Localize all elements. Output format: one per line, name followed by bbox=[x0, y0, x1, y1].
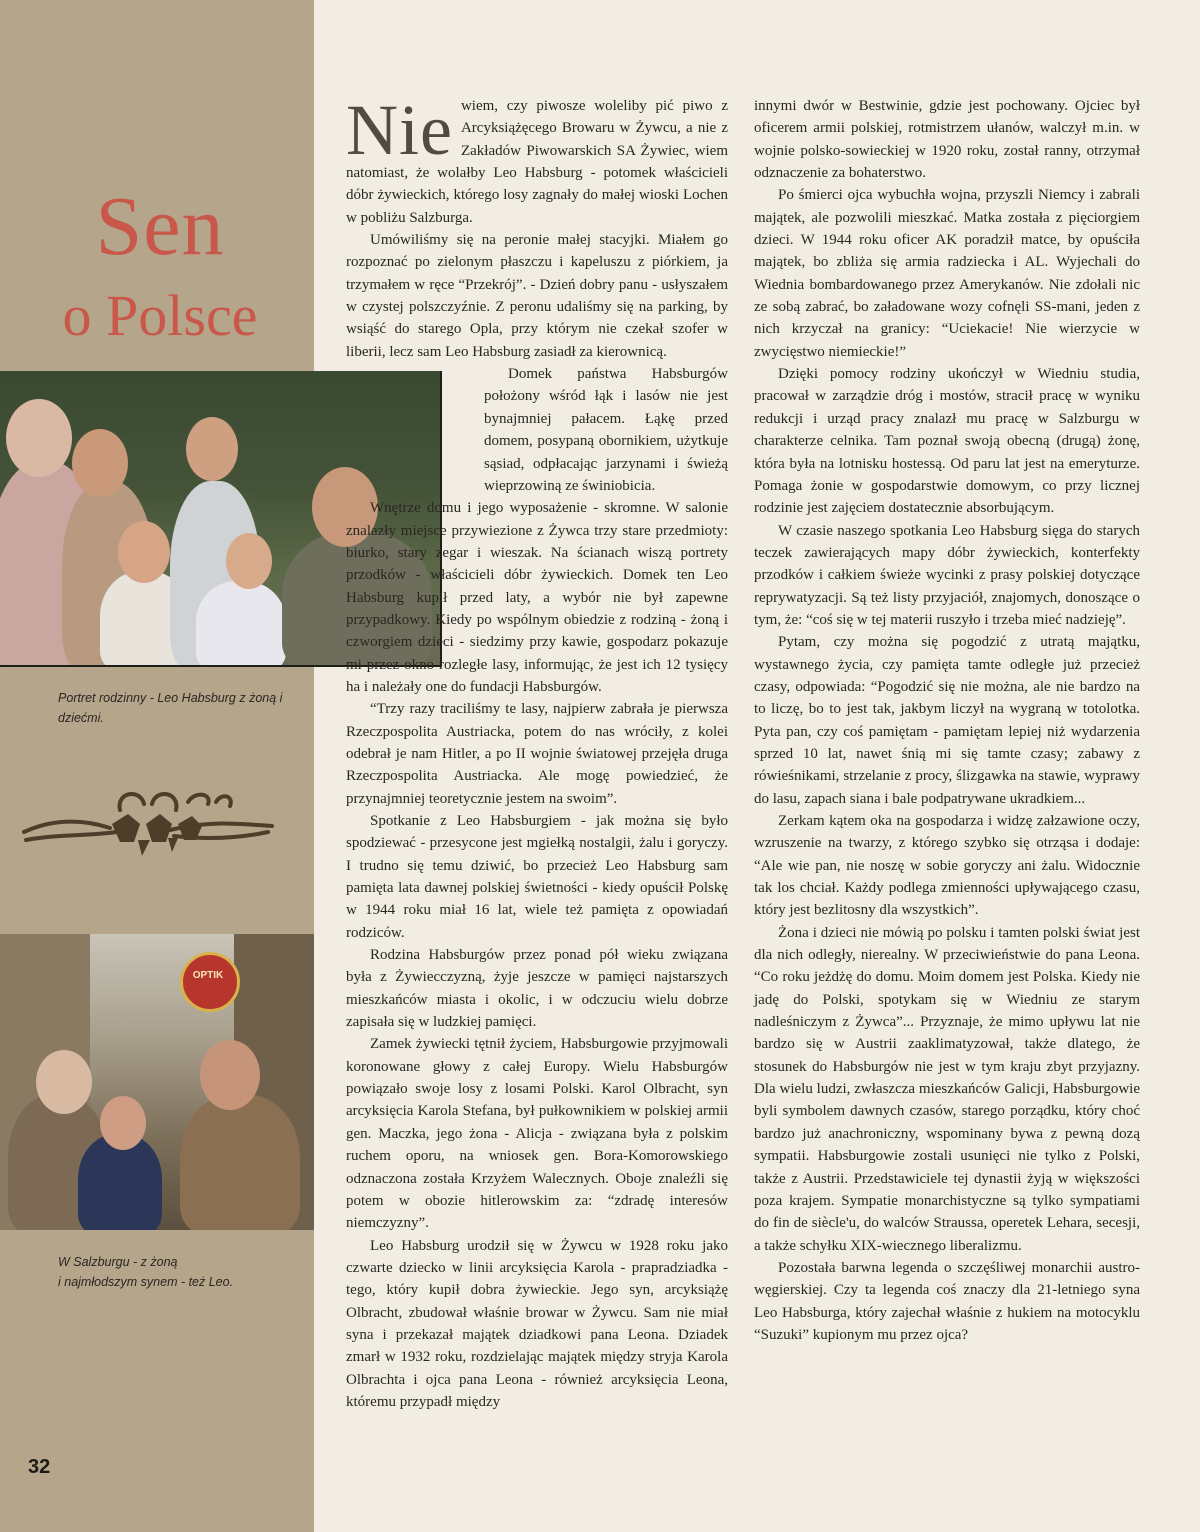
article-paragraph: innymi dwór w Bestwinie, gdzie jest pochowany. Ojciec był oficerem armii polskiej, rotmistrzem ułanów, walczył m.in. w wojnie polsko-sowieckiej w 1920 roku, został ranny, otrzymał odznaczenie za bohaterstwo. bbox=[754, 98, 1140, 182]
article-paragraph: Domek państwa Habsburgów położony wśród łąk i lasów nie jest bynajmniej pałacem. Łąkę przed domem, posypaną obornikiem, użytkuje sąsiad, odpłacając jarzynami i świeżą wieprzowiną ze świniobicia. bbox=[484, 366, 728, 494]
article-paragraph: Leo Habsburg urodził się w Żywcu w 1928 roku jako czwarte dziecko w linii arcyksięcia Karola - prapradziadka - tego, który kupił dobra żywieckie. Jego syn, arcyksiążę Olbracht, zbudował właśnie browar w Żywcu. Sam nie miał syna i przekazał majątek dziadkowi pana Leona. Dziadek zmarł w 1932 roku, rozdzielając majątek między stryja Karola Olbrachta i ojca pana Leona - również arcyksięcia Leona, któremu przypadł między bbox=[346, 1237, 728, 1410]
article-paragraph: Dzięki pomocy rodziny ukończył w Wiedniu studia, pracował w zarządzie dróg i mostów, stracił pracę w wyniku redukcji i urząd pracy znalazł mu pracę w Salzburgu w charakterze celnika. Tam poznał swoją obecną (drugą) żonę, która była na lotnisku hostessą. Od paru lat jest na emeryturze. Pomaga żonie w gospodarstwie domowym, co przy licznej rodzinie jest zajęciem dostatecznie absorbującym. bbox=[754, 366, 1140, 517]
optik-sign: OPTIK bbox=[192, 970, 224, 981]
article-paragraph: “Trzy razy traciliśmy te lasy, najpierw zabrała je pierwsza Rzeczpospolita Austriacka, potem do nas wróciły, z kolei odebrał je nam Hitler, a po II wojnie światowej przejęła druga Rzeczpospolita Austriacka. Ale mogę powiedzieć, że przynajmniej teoretycznie jestem na swoim”. bbox=[346, 701, 728, 807]
dropcap-word: Nie bbox=[346, 90, 453, 170]
headline-line-2: o Polsce bbox=[62, 283, 258, 348]
salzburg-photo-caption bbox=[58, 1252, 308, 1292]
article-paragraph bbox=[346, 90, 728, 229]
salzburg-caption-line-2: i najmłodszym synem - też Leo. bbox=[58, 1275, 234, 1289]
article-paragraph: Pytam, czy można się pogodzić z utratą majątku, wystawnego życia, czy pamięta tamte odległe już przecież czasy, odpowiada: “Pogodzić się nie można, ale nie bardzo na to liczę, bo to jest tak, jakbym liczył na wygraną w totolotka. Pyta pan, czy coś pamiętam - pamiętam lepiej niż wydarzenia sprzed 10 lat, nawet śnią mi się tamte czasy; zabawy z rówieśnikami, strzelanie z procy, ślizgawka na stawie, wyprawy do lasu, zapach siana i bale podpatrywane ukradkiem... bbox=[754, 634, 1140, 807]
article-paragraph: Rodzina Habsburgów przez ponad pół wieku związana była z Żywiecczyzną, żyje jeszcze w pamięci najstarszych mieszkańców miasta i okolic, i w odczuciu wielu dobrze zapisała się w ludzkiej pamięci. bbox=[346, 947, 728, 1031]
article-paragraph: Zamek żywiecki tętnił życiem, Habsburgowie przyjmowali koronowane głowy z całej Europy. Wielu Habsburgów powiązało swoje losy z losami Polski. Karol Olbracht, syn arcyksięcia Karola Stefana, był pułkownikiem w polskiej armii gen. Maczka, jego żona - Alicja - związana była z polskim ruchem oporu, na wniosek gen. Bora-Komorowskiego odznaczona została Krzyżem Walecznych. Oboje znaleźli się potem w obozie hitlerowskim za: “zdradę interesów niemczyzny”. bbox=[346, 1036, 728, 1232]
headline-line-1: Sen bbox=[95, 180, 225, 273]
article-paragraph: Żona i dzieci nie mówią po polsku i tamten polski świat jest dla nich odległy, nierealny. W przeciwieństwie do pana Leona. “Co roku jeżdżę do domu. Moim domem jest Polska. Kiedy nie jadę do Polski, spotykam się w Wiedniu ze starym nadleśniczym z Żywca”... Przyznaje, że mimo upływu lat nie bardzo się w Austrii zaaklimatyzował, także dlatego, że stosunek do Habsburgów nie jest w tym kraju zbyt przyjazny. Dla wielu ludzi, zwłaszcza mieszkańców Galicji, Habsburgowie byli symbolem dawnych czasów, starego porządku, który choć bardzo już anachroniczny, wspominany bywa z pewną dozą sympatii. Habsburgowie zostali usunięci nie tylko z Polski, także z Austrii. Przedstawiciele tej dynastii żyją w większości poza krajem. Sympatie monarchistyczne są tylko sympatiami do fin de siècle'u, do walców Straussa, operetek Lehara, secesji, a także schyłku XIX-wiecznego liberalizmu. bbox=[754, 924, 1140, 1254]
salzburg-street-photo bbox=[0, 934, 314, 1230]
article-paragraph: Wnętrze domu i jego wyposażenie - skromne. W salonie znalazły miejsce przywiezione z Żywca trzy stare przedmioty: biurko, stary zegar i wieszak. Na ścianach wiszą portrety przodków - właścicieli dóbr żywieckich. Domek ten Leo Habsburg kupił przed laty, a wybór nie był zapewne przypadkowy. Kiedy po wspólnym obiedzie z rodziną - żoną i czworgiem dzieci - siedzimy przy kawie, gospodarz pokazuje mi przez okno rozległe lasy, informując, że jest ich 12 tysięcy ha i należały one do fundacji Habsburgów. bbox=[346, 500, 728, 695]
article-paragraph: Po śmierci ojca wybuchła wojna, przyszli Niemcy i zabrali majątek, ale pozwolili mieszkać. Matka została z pięciorgiem dzieci. W 1944 roku oficer AK poradził matce, by opuściła majątek, bo zbliża się armia radziecka i AL. Wyjechali do Wiednia bombardowanego przez Amerykanów. Nie zdołali nic ze sobą zabrać, bo załadowane wozy cofnęli SS-mani, jeden z nich krzyczał na granicy: “Uciekacie! Nie wierzycie w zwycięstwo niemieckie!” bbox=[754, 187, 1140, 360]
page-number: 32 bbox=[28, 1456, 51, 1478]
paragraph-text: wiem, czy piwosze woleliby pić piwo z Arcyksiążęcego Browaru w Żywcu, a nie z Zakładów Piwowarskich SA Żywiec, wiem natomiast, że wolałby Leo Habsburg - potomek właścicieli dóbr żywieckich, którego losy zagnały do małej wioski Lochen w pobliżu Salzburga. bbox=[346, 98, 728, 226]
article-paragraph: Zerkam kątem oka na gospodarza i widzę załzawione oczy, wzruszenie na twarzy, z którego szybko się otrząsa i dodaje: “Ale wie pan, nie noszę w sobie goryczy ani żalu. Widocznie tak los chciał. Każdy podlega zmienności upływającego czasu, który jest bezlitosny dla wszystkich”. bbox=[754, 813, 1140, 919]
article-paragraph: Spotkanie z Leo Habsburgiem - jak można się było spodziewać - przesycone jest mgiełką nostalgii, żalu i goryczy. I trudno się temu dziwić, bo przecież Leo Habsburg sam pamięta lata dawnej polskiej świetności - kiedy opuścił Polskę w 1944 roku miał 16 lat, wiele też pamięta z opowiadań rodziców. bbox=[346, 813, 728, 941]
article-paragraph: W czasie naszego spotkania Leo Habsburg sięga do starych teczek zawierających mapy dóbr żywieckich, konterfekty przodków i całkiem świeże wycinki z prasy polskiej dotyczące reprywatyzacji. Są też listy przyjaciół, znajomych, donoszące o tym, że: “coś się w tej materii ruszyło i trzeba mieć nadzieję”. bbox=[754, 522, 1140, 628]
article-column-2 bbox=[754, 95, 1140, 1346]
decorative-ornament-icon bbox=[20, 780, 280, 860]
article-column-1 bbox=[346, 90, 728, 1413]
salzburg-caption-line-1: W Salzburgu - z żoną bbox=[58, 1255, 178, 1269]
article-paragraph: Umówiliśmy się na peronie małej stacyjki. Miałem go rozpoznać po zielonym płaszczu i kapeluszu z piórkiem, ja trzymałem w ręce “Przekrój”. - Dzień dobry panu - usłyszałem w czystej polszczyźnie. Z peronu udaliśmy się na parking, by wsiąść do starego Opla, przy którym nie czekał szofer w liberii, lecz sam Leo Habsburg zasiadł za kierownicą. bbox=[346, 232, 728, 360]
article-paragraph: Pozostała barwna legenda o szczęśliwej monarchii austro-węgierskiej. Czy ta legenda coś znaczy dla 21-letniego syna Leo Habsburga, który zajechał właśnie z hukiem na motocyklu “Suzuki” kupionym mu przez ojca? bbox=[754, 1259, 1140, 1343]
family-photo-caption: Portret rodzinny - Leo Habsburg z żoną i dziećmi. bbox=[58, 691, 283, 725]
